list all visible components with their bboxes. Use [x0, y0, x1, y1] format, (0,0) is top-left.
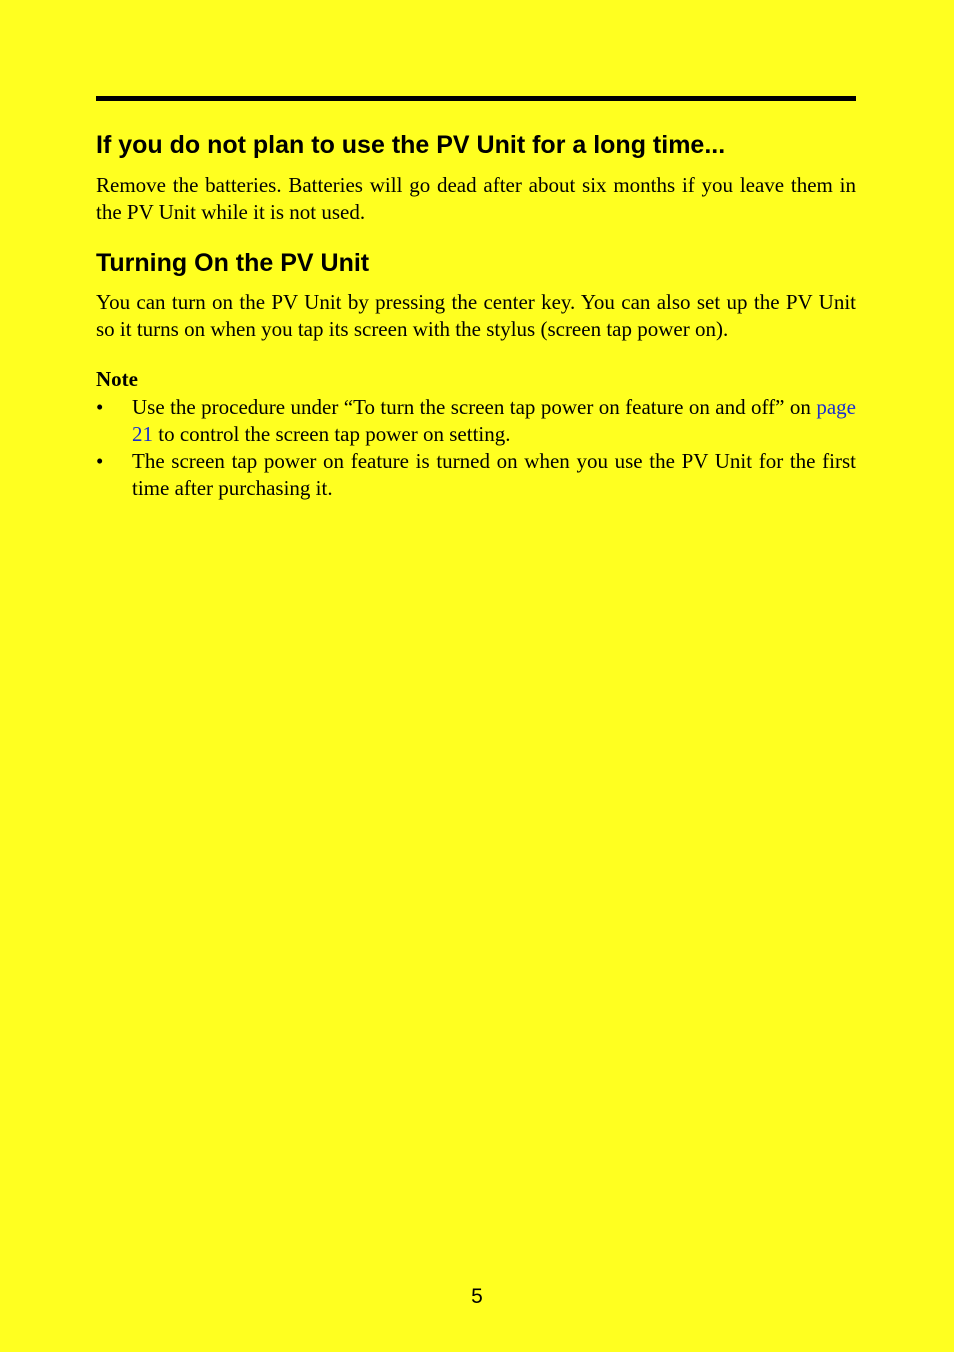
- section-body-turning-on: You can turn on the PV Unit by pressing the center key. You can also set up the PV Unit so it turns on when you tap its screen with the stylus (screen tap power on).: [96, 290, 856, 341]
- note-title: Note: [96, 367, 138, 391]
- section-body-long-time: Remove the batteries. Batteries will go dead after about six months if you leave them in the PV Unit while it is not used.: [96, 173, 856, 224]
- bullet-icon: •: [96, 395, 104, 419]
- header-rule: [96, 96, 856, 101]
- note-item: [96, 394, 856, 448]
- note-list: [96, 394, 856, 502]
- note-item-text-before: Use the procedure under “To turn the screen tap power on feature on and off” on: [132, 395, 817, 419]
- bullet-icon: •: [96, 449, 104, 473]
- page-number: 5: [471, 1285, 483, 1308]
- note-item-text: The screen tap power on feature is turned on when you use the PV Unit for the first time after purchasing it.: [132, 449, 856, 500]
- section-heading-long-time: If you do not plan to use the PV Unit for a long time...: [96, 131, 726, 159]
- page-content: [96, 128, 856, 502]
- page-21-link[interactable]: page 21: [132, 395, 856, 446]
- section-heading-turning-on: Turning On the PV Unit: [96, 249, 370, 277]
- note-item-text-after: to control the screen tap power on setting.: [153, 422, 511, 446]
- note-item: [96, 448, 856, 502]
